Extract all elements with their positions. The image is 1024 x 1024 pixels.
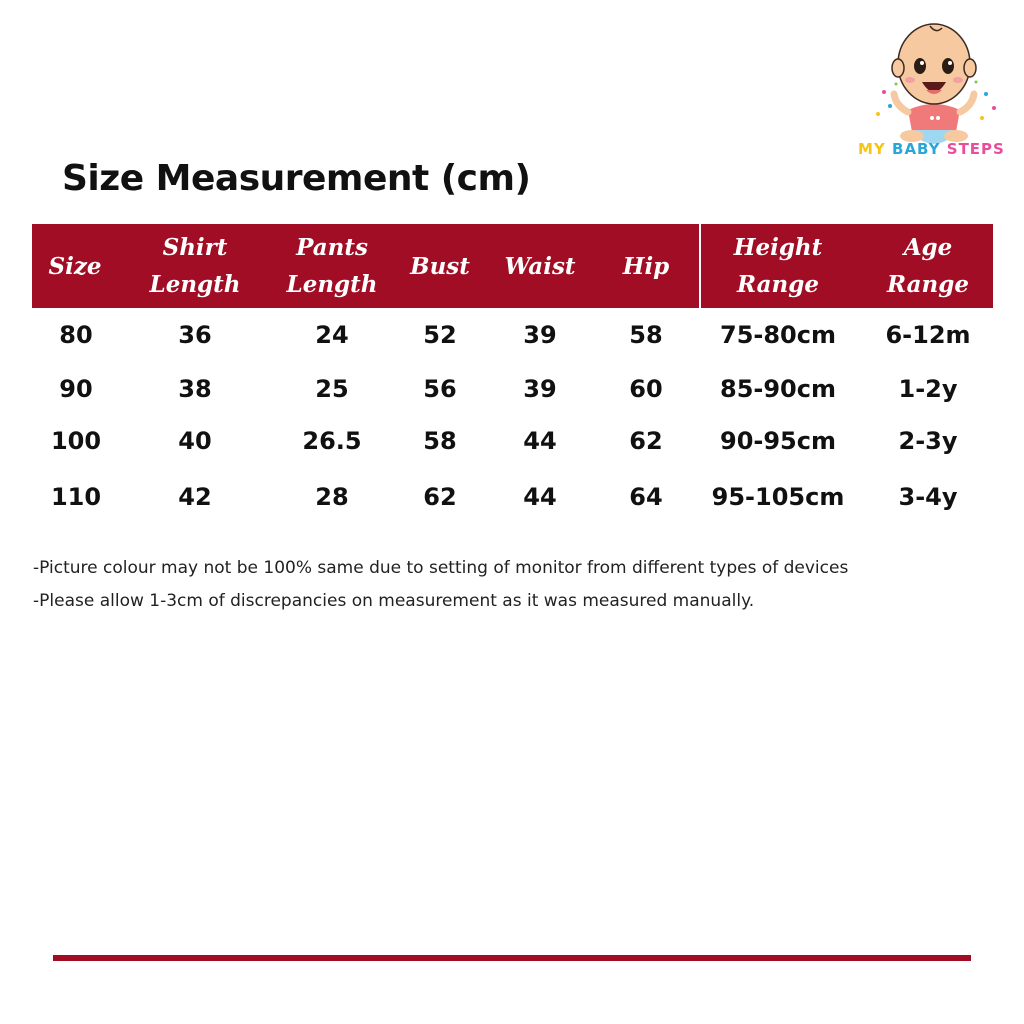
header-hip-label: Hip bbox=[622, 252, 670, 280]
cell-waist: 39 bbox=[523, 375, 557, 403]
header-height-range bbox=[714, 224, 842, 308]
brand-name-part-3: STEPS bbox=[946, 140, 1005, 158]
header-waist bbox=[488, 224, 592, 308]
cell-height-range: 75-80cm bbox=[720, 321, 836, 349]
cell-size: 80 bbox=[59, 321, 93, 349]
cell-shirt-length: 38 bbox=[178, 375, 212, 403]
cell-pants-length: 28 bbox=[315, 483, 349, 511]
brand-name bbox=[858, 140, 1005, 158]
cell-bust: 56 bbox=[423, 375, 457, 403]
cell-size: 100 bbox=[50, 427, 102, 455]
note-measurement-disclaimer: -Please allow 1-3cm of discrepancies on measurement as it was measured manually. bbox=[33, 591, 755, 611]
header-pants-length bbox=[272, 224, 392, 308]
note-colour-disclaimer: -Picture colour may not be 100% same due to setting of monitor from different types of devices bbox=[33, 558, 849, 578]
cell-waist: 44 bbox=[523, 427, 557, 455]
cell-bust: 58 bbox=[423, 427, 457, 455]
header-waist-label: Waist bbox=[504, 252, 576, 280]
cell-hip: 64 bbox=[629, 483, 663, 511]
header-height-range-line-1: Height bbox=[733, 234, 823, 261]
cell-height-range: 90-95cm bbox=[720, 427, 836, 455]
cell-waist: 44 bbox=[523, 483, 557, 511]
cell-shirt-length: 42 bbox=[178, 483, 212, 511]
cell-pants-length: 25 bbox=[315, 375, 349, 403]
cell-age-range: 3-4y bbox=[898, 483, 958, 511]
header-size-label: Size bbox=[48, 252, 102, 280]
bottom-divider bbox=[53, 955, 971, 961]
brand-name-part-1: MY bbox=[858, 140, 893, 158]
cell-shirt-length: 36 bbox=[178, 321, 212, 349]
cell-pants-length: 24 bbox=[315, 321, 349, 349]
header-hip bbox=[606, 224, 686, 308]
cell-height-range: 85-90cm bbox=[720, 375, 836, 403]
header-shirt-length bbox=[135, 224, 255, 308]
page-title: Size Measurement (cm) bbox=[62, 158, 531, 199]
header-age-range-line-1: Age bbox=[903, 234, 953, 261]
cell-pants-length: 26.5 bbox=[302, 427, 362, 455]
cell-hip: 58 bbox=[629, 321, 663, 349]
cell-hip: 62 bbox=[629, 427, 663, 455]
cell-hip: 60 bbox=[629, 375, 663, 403]
brand-name-part-2: BABY bbox=[892, 140, 947, 158]
cell-age-range: 1-2y bbox=[898, 375, 958, 403]
header-divider bbox=[699, 224, 701, 308]
header-height-range-line-2: Range bbox=[737, 271, 819, 298]
header-pants-length-line-1: Pants bbox=[296, 234, 368, 261]
cell-size: 110 bbox=[50, 483, 102, 511]
cell-waist: 39 bbox=[523, 321, 557, 349]
cell-age-range: 6-12m bbox=[885, 321, 971, 349]
header-pants-length-line-2: Length bbox=[286, 271, 378, 298]
header-age-range-line-2: Range bbox=[887, 271, 969, 298]
cell-height-range: 95-105cm bbox=[711, 483, 845, 511]
header-bust bbox=[400, 224, 480, 308]
cell-bust: 62 bbox=[423, 483, 457, 511]
header-bust-label: Bust bbox=[410, 252, 470, 280]
header-shirt-length-line-2: Length bbox=[149, 271, 241, 298]
cell-size: 90 bbox=[59, 375, 93, 403]
cell-bust: 52 bbox=[423, 321, 457, 349]
header-age-range bbox=[868, 224, 988, 308]
header-shirt-length-line-1: Shirt bbox=[162, 234, 228, 261]
header-size bbox=[32, 224, 118, 308]
cell-age-range: 2-3y bbox=[898, 427, 958, 455]
cell-shirt-length: 40 bbox=[178, 427, 212, 455]
